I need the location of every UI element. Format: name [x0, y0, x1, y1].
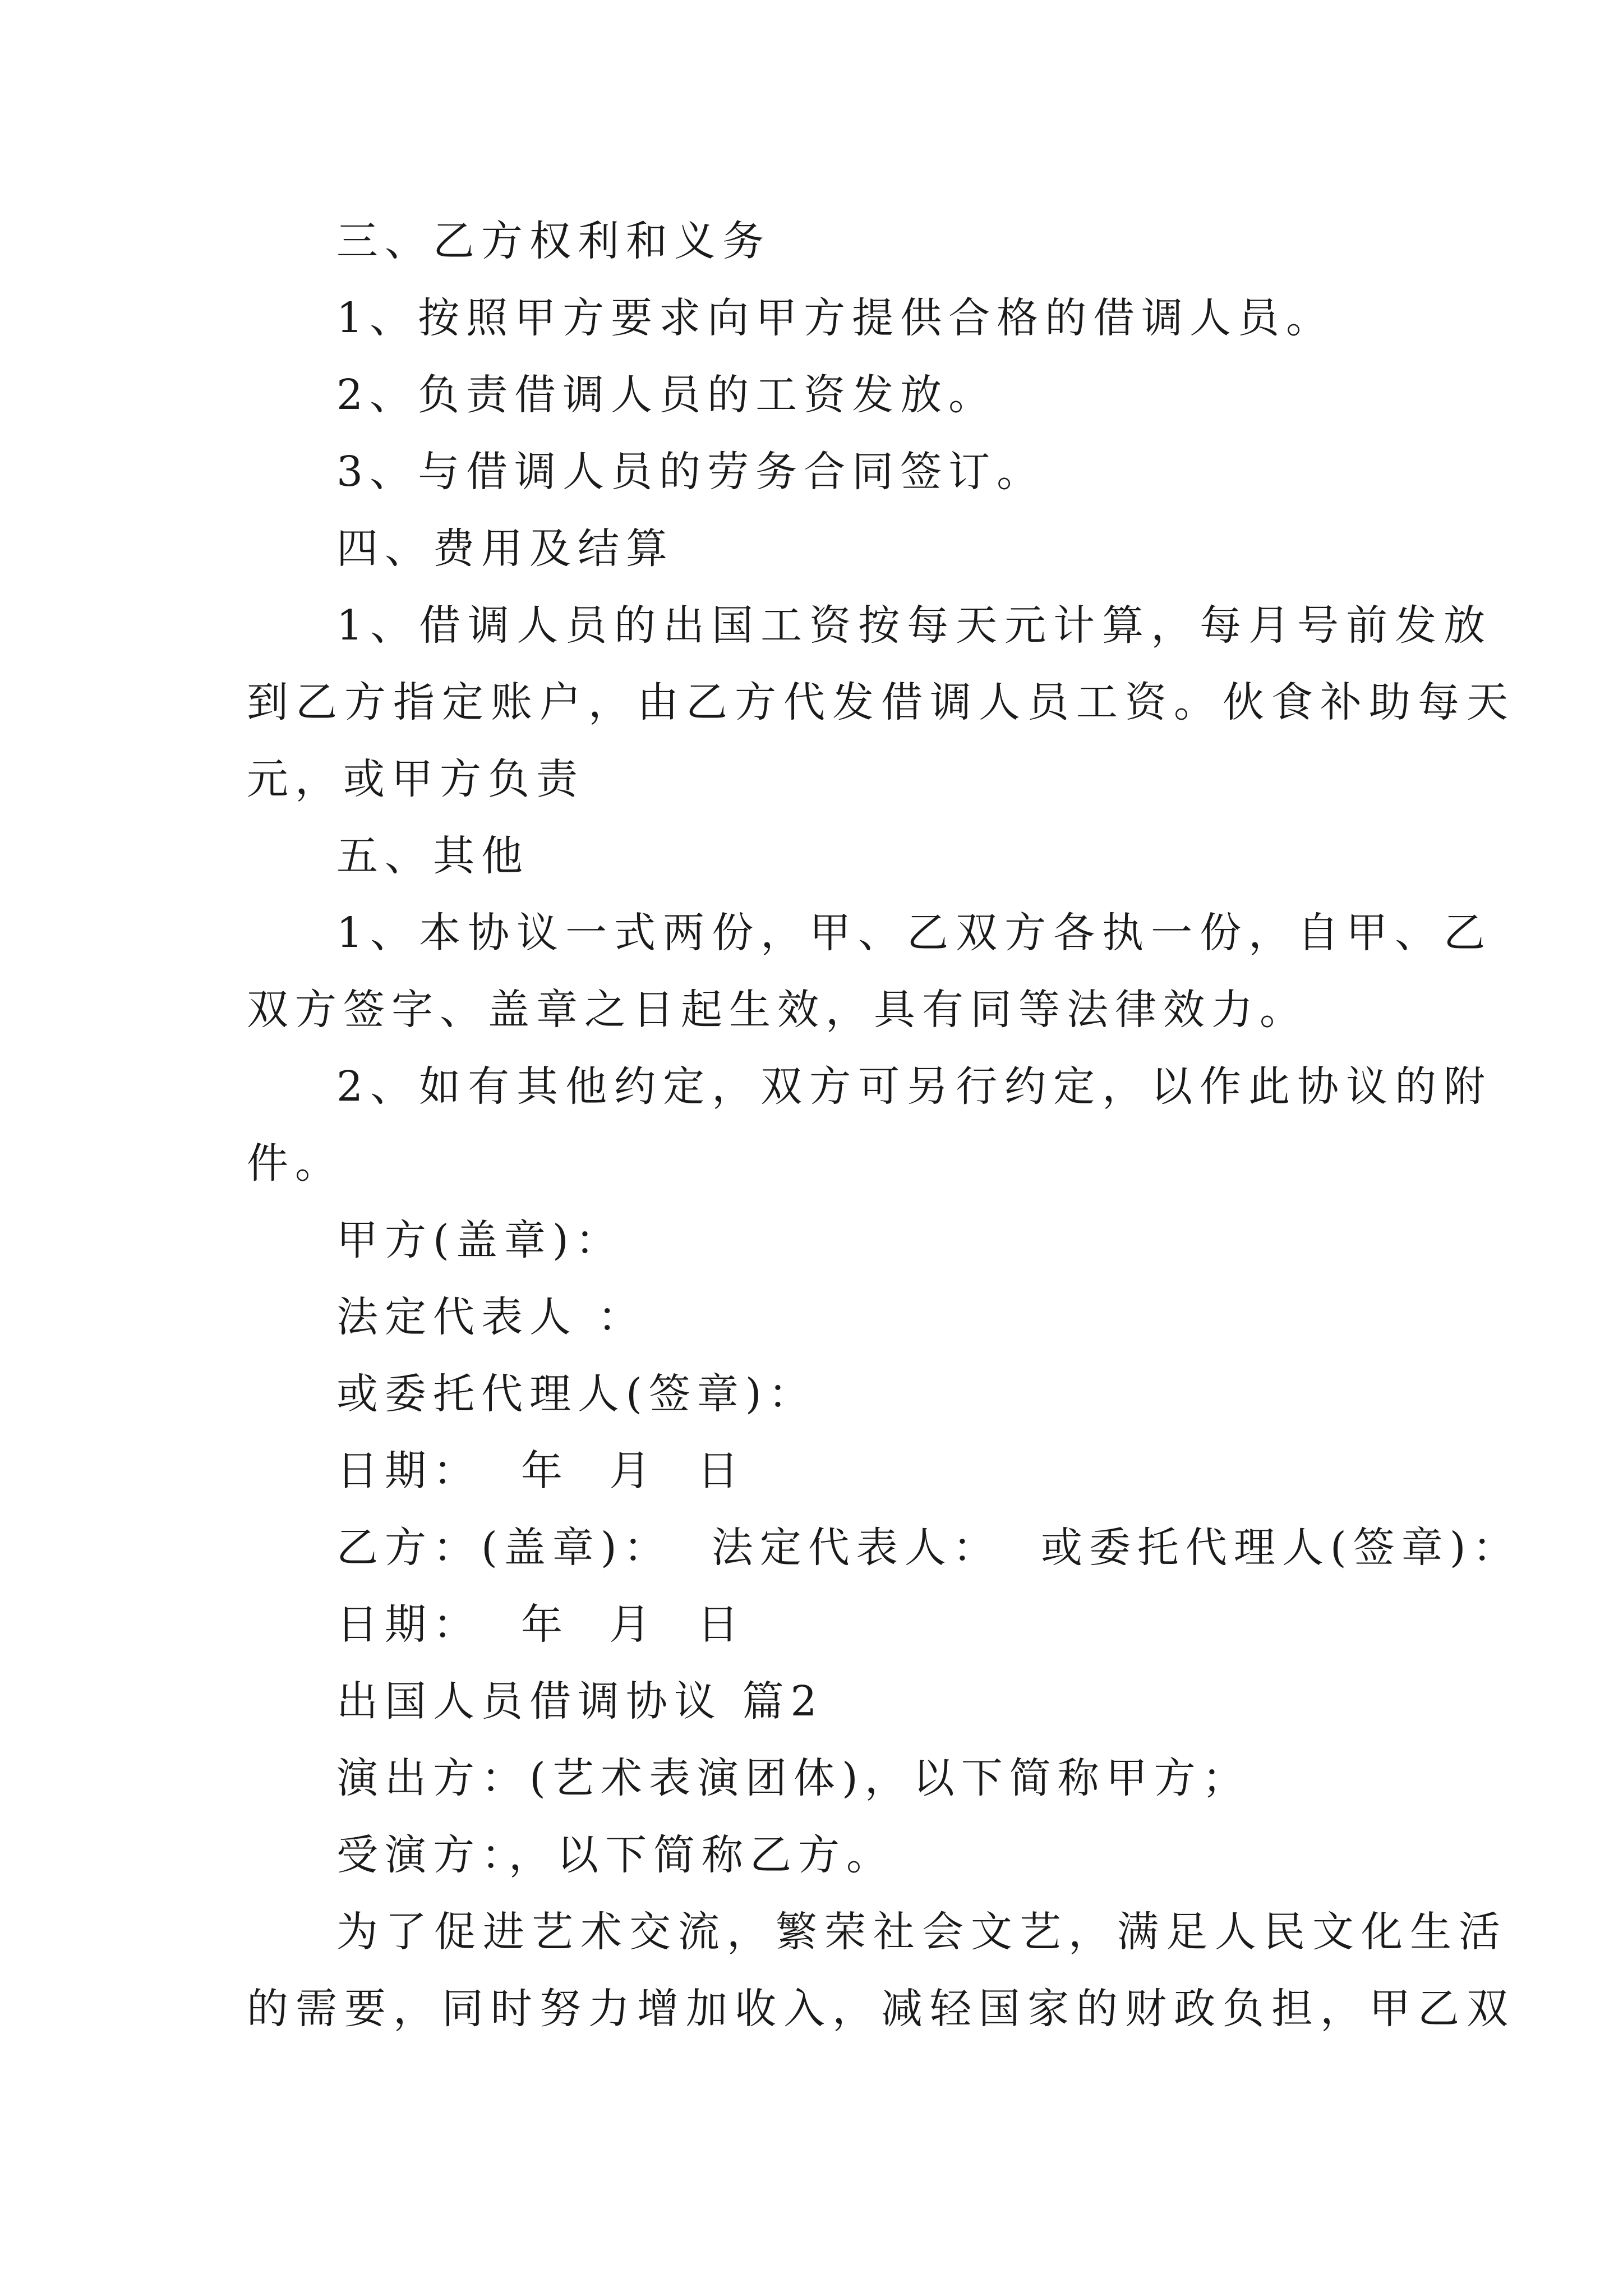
paragraph-line: 为了促进艺术交流，繁荣社会文艺，满足人民文化生活: [336, 1908, 1507, 1956]
paragraph-line: 1、按照甲方要求向甲方提供合格的借调人员。: [336, 294, 1335, 342]
paragraph-line: 1、本协议一式两份，甲、乙双方各执一份，自甲、乙: [336, 909, 1493, 957]
paragraph-line: 1、借调人员的出国工资按每天元计算，每月号前发放: [336, 601, 1493, 650]
paragraph-line: 2、负责借调人员的工资发放。: [336, 371, 997, 419]
signature-authorized-agent: 或委托代理人(签章)：: [336, 1370, 817, 1418]
paragraph-line: 到乙方指定账户，由乙方代发借调人员工资。伙食补助每天: [247, 678, 1515, 726]
section-heading-party-b-rights: 三、乙方权利和义务: [336, 217, 771, 265]
section-heading-fees: 四、费用及结算: [336, 524, 674, 573]
paragraph-line: 的需要，同时努力增加收入，减轻国家的财政负担，甲乙双: [247, 1985, 1515, 2033]
paragraph-line: 元，或甲方负责: [247, 755, 584, 803]
signature-party-b: 乙方：(盖章)： 法定代表人： 或委托代理人(签章)：: [336, 1524, 1521, 1572]
section-heading-other: 五、其他: [336, 832, 529, 880]
signature-legal-representative: 法定代表人 ：: [336, 1293, 646, 1341]
signature-party-a-seal: 甲方(盖章)：: [336, 1216, 624, 1264]
paragraph-line: 3、与借调人员的劳务合同签订。: [336, 448, 1045, 496]
signature-date: 日期： 年 月 日: [336, 1447, 746, 1495]
paragraph-line: 件。: [247, 1139, 343, 1188]
document-section-title: 出国人员借调协议 篇2: [336, 1677, 824, 1726]
paragraph-line: 演出方：(艺术表演团体)，以下简称甲方；: [336, 1754, 1251, 1802]
paragraph-line: 受演方：，以下简称乙方。: [336, 1831, 895, 1879]
paragraph-line: 双方签字、盖章之日起生效，具有同等法律效力。: [247, 986, 1308, 1034]
paragraph-line: 2、如有其他约定，双方可另行约定，以作此协议的附: [336, 1062, 1493, 1111]
signature-date: 日期： 年 月 日: [336, 1600, 746, 1649]
